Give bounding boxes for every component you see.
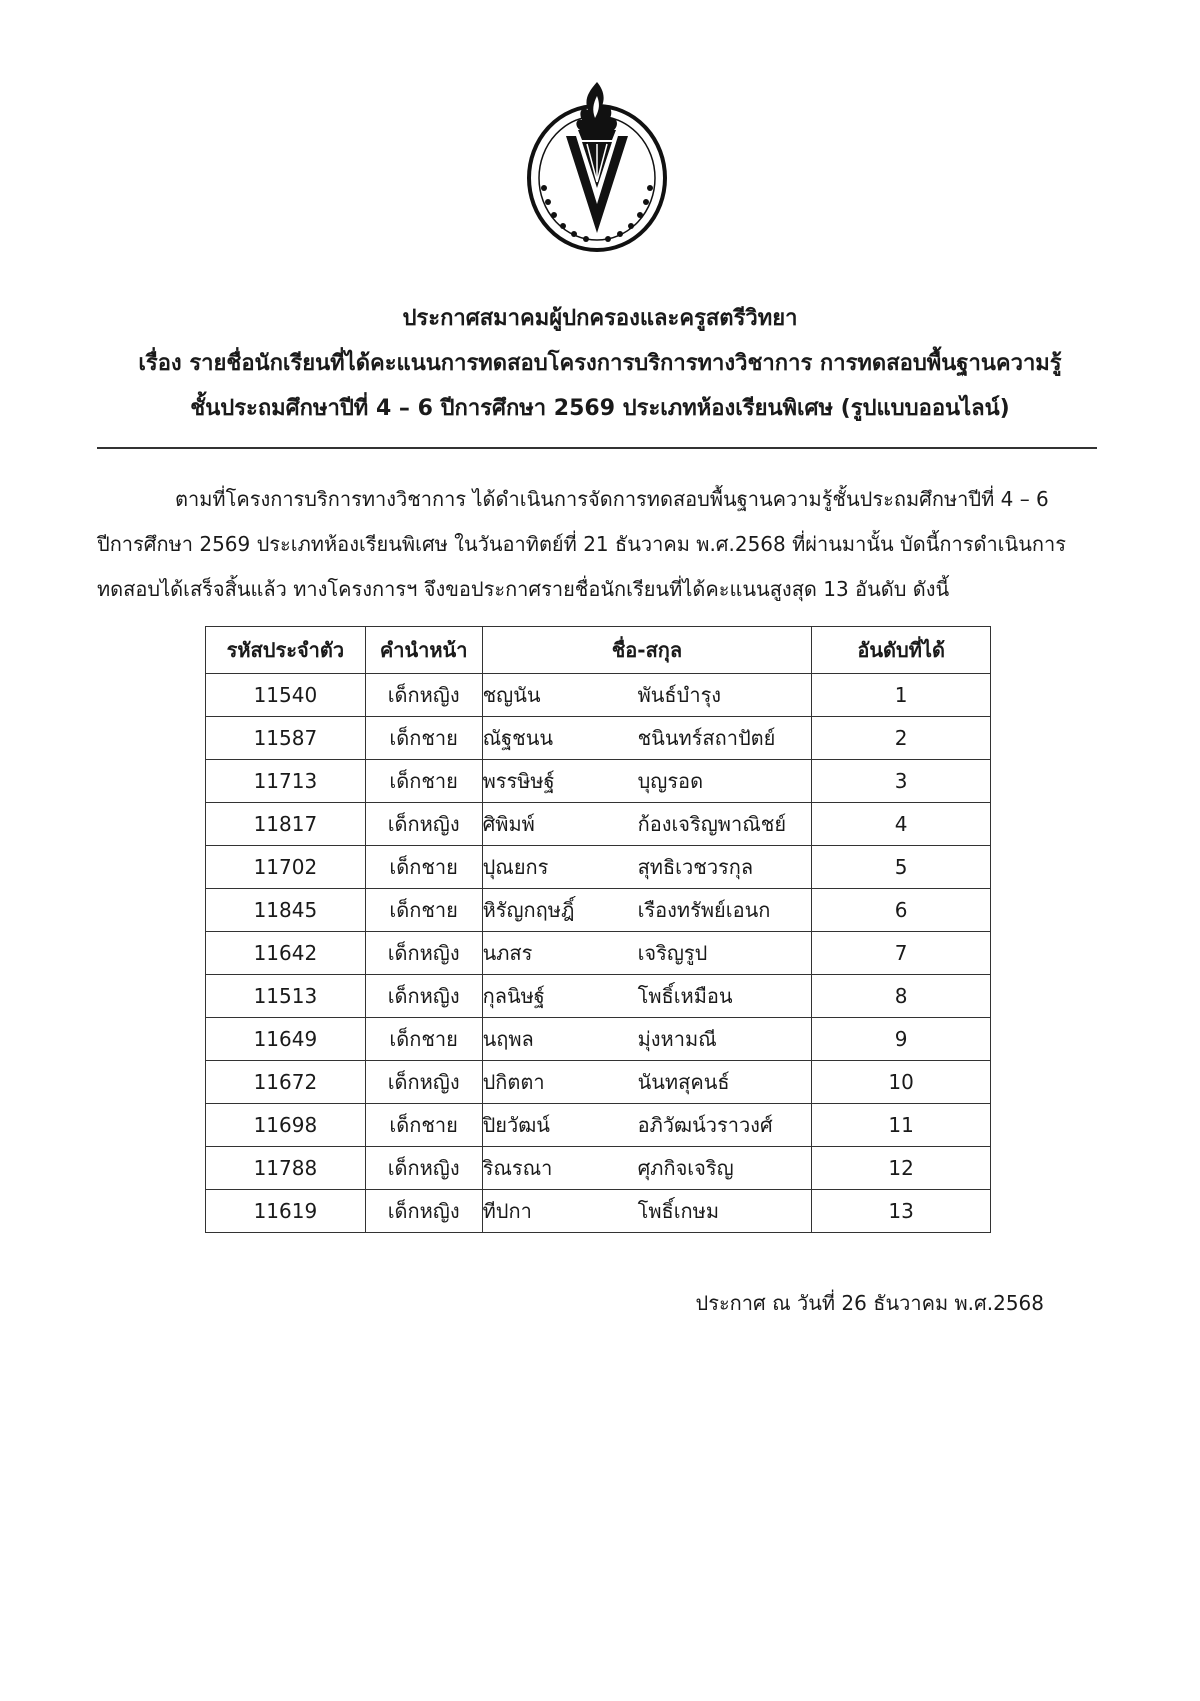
header-student-id: รหัสประจำตัว xyxy=(206,627,366,674)
cell-full-name xyxy=(482,932,812,975)
cell-student-id: 11698 xyxy=(206,1104,366,1147)
cell-student-id: 11845 xyxy=(206,889,366,932)
cell-first-name: ณัฐชนน xyxy=(482,726,554,750)
cell-first-name: ศิพิมพ์ xyxy=(482,812,535,836)
cell-student-id: 11702 xyxy=(206,846,366,889)
cell-first-name: นภสร xyxy=(482,941,533,965)
cell-student-id: 11642 xyxy=(206,932,366,975)
cell-full-name xyxy=(482,674,812,717)
announcement-subject-detail: ชั้นประถมศึกษาปีที่ 4 – 6 ปีการศึกษา 2569 ประเภทห้องเรียนพิเศษ (รูปแบบออนไลน์) xyxy=(190,396,1010,421)
cell-first-name: ชญนัน xyxy=(482,683,541,707)
table-header-row xyxy=(206,627,991,674)
cell-last-name: มุ่งหามณี xyxy=(637,1027,717,1051)
cell-rank: 12 xyxy=(812,1147,991,1190)
cell-first-name: ปุณยกร xyxy=(482,855,549,879)
association-seal xyxy=(522,78,672,253)
table-row xyxy=(206,1061,991,1104)
cell-full-name xyxy=(482,1147,812,1190)
cell-full-name xyxy=(482,1104,812,1147)
cell-rank: 11 xyxy=(812,1104,991,1147)
cell-rank: 1 xyxy=(812,674,991,717)
cell-last-name: อภิวัฒน์วราวงศ์ xyxy=(637,1113,773,1137)
cell-last-name: เจริญรูป xyxy=(637,941,708,965)
header-rank: อันดับที่ได้ xyxy=(812,627,991,674)
cell-full-name xyxy=(482,760,812,803)
body-line-3: ทดสอบได้เสร็จสิ้นแล้ว ทางโครงการฯ จึงขอประกาศรายชื่อนักเรียนที่ได้คะแนนสูงสุด 13 อันดับ ดังนี้ xyxy=(97,577,950,601)
results-table xyxy=(205,626,991,1233)
cell-first-name: หิรัญกฤษฎิ์ xyxy=(482,898,575,922)
cell-prefix: เด็กชาย xyxy=(365,760,482,803)
cell-last-name: โพธิ์เหมือน xyxy=(637,984,733,1008)
cell-rank: 9 xyxy=(812,1018,991,1061)
cell-student-id: 11513 xyxy=(206,975,366,1018)
table-row xyxy=(206,1018,991,1061)
cell-student-id: 11540 xyxy=(206,674,366,717)
announcement-title: ประกาศสมาคมผู้ปกครองและครูสตรีวิทยา xyxy=(402,306,798,331)
cell-rank: 8 xyxy=(812,975,991,1018)
cell-last-name: นันทสุคนธ์ xyxy=(637,1070,730,1094)
table-row xyxy=(206,975,991,1018)
cell-student-id: 11788 xyxy=(206,1147,366,1190)
cell-prefix: เด็กหญิง xyxy=(365,932,482,975)
table-row xyxy=(206,1104,991,1147)
cell-prefix: เด็กชาย xyxy=(365,1104,482,1147)
table-row xyxy=(206,760,991,803)
cell-student-id: 11817 xyxy=(206,803,366,846)
cell-student-id: 11672 xyxy=(206,1061,366,1104)
table-row xyxy=(206,846,991,889)
cell-prefix: เด็กหญิง xyxy=(365,674,482,717)
cell-last-name: สุทธิเวชวรกุล xyxy=(637,855,754,879)
table-row xyxy=(206,1190,991,1233)
cell-rank: 10 xyxy=(812,1061,991,1104)
table-row xyxy=(206,717,991,760)
cell-student-id: 11713 xyxy=(206,760,366,803)
cell-last-name: ก้องเจริญพาณิชย์ xyxy=(637,812,787,836)
cell-full-name xyxy=(482,717,812,760)
cell-first-name: ทีปกา xyxy=(482,1199,532,1223)
cell-full-name xyxy=(482,975,812,1018)
cell-last-name: โพธิ์เกษม xyxy=(637,1199,720,1223)
cell-prefix: เด็กหญิง xyxy=(365,1147,482,1190)
announcement-subject: เรื่อง รายชื่อนักเรียนที่ได้คะแนนการทดสอบโครงการบริการทางวิชาการ การทดสอบพื้นฐานความรู้ xyxy=(138,351,1062,376)
table-row xyxy=(206,889,991,932)
body-line-2: ปีการศึกษา 2569 ประเภทห้องเรียนพิเศษ ในวันอาทิตย์ที่ 21 ธันวาคม พ.ศ.2568 ที่ผ่านมานั้น บัดนี้การดำเนินการ xyxy=(97,532,1066,556)
cell-last-name: ศุภกิจเจริญ xyxy=(637,1156,734,1180)
cell-last-name: ชนินทร์สถาปัตย์ xyxy=(637,726,776,750)
cell-student-id: 11619 xyxy=(206,1190,366,1233)
header-full-name: ชื่อ-สกุล xyxy=(482,627,812,674)
cell-last-name: บุญรอด xyxy=(637,769,704,793)
cell-first-name: กุลนิษฐ์ xyxy=(482,984,545,1008)
cell-prefix: เด็กชาย xyxy=(365,1018,482,1061)
cell-rank: 13 xyxy=(812,1190,991,1233)
cell-last-name: พันธ์บำรุง xyxy=(637,683,722,707)
cell-prefix: เด็กชาย xyxy=(365,846,482,889)
cell-rank: 5 xyxy=(812,846,991,889)
cell-rank: 6 xyxy=(812,889,991,932)
cell-full-name xyxy=(482,803,812,846)
cell-first-name: นฤพล xyxy=(482,1027,534,1051)
cell-prefix: เด็กชาย xyxy=(365,889,482,932)
table-row xyxy=(206,803,991,846)
table-row xyxy=(206,932,991,975)
cell-prefix: เด็กหญิง xyxy=(365,803,482,846)
cell-first-name: ริณรณา xyxy=(482,1156,553,1180)
header-prefix: คำนำหน้า xyxy=(365,627,482,674)
table-row xyxy=(206,1147,991,1190)
cell-student-id: 11649 xyxy=(206,1018,366,1061)
announcement-date: ประกาศ ณ วันที่ 26 ธันวาคม พ.ศ.2568 xyxy=(695,1291,1044,1315)
cell-rank: 2 xyxy=(812,717,991,760)
cell-first-name: ปิยวัฒน์ xyxy=(482,1113,550,1137)
cell-rank: 7 xyxy=(812,932,991,975)
torch-seal-icon xyxy=(522,78,672,253)
cell-rank: 3 xyxy=(812,760,991,803)
cell-prefix: เด็กหญิง xyxy=(365,1061,482,1104)
cell-student-id: 11587 xyxy=(206,717,366,760)
table-row xyxy=(206,674,991,717)
cell-full-name xyxy=(482,1190,812,1233)
cell-full-name xyxy=(482,846,812,889)
cell-prefix: เด็กชาย xyxy=(365,717,482,760)
cell-rank: 4 xyxy=(812,803,991,846)
title-divider xyxy=(97,447,1097,449)
cell-first-name: พรรษิษฐ์ xyxy=(482,769,555,793)
body-line-1: ตามที่โครงการบริการทางวิชาการ ได้ดำเนินการจัดการทดสอบพื้นฐานความรู้ชั้นประถมศึกษาปีที่ 4 – 6 xyxy=(175,487,1049,511)
cell-full-name xyxy=(482,889,812,932)
cell-full-name xyxy=(482,1061,812,1104)
cell-first-name: ปกิตตา xyxy=(482,1070,545,1094)
cell-full-name xyxy=(482,1018,812,1061)
cell-prefix: เด็กหญิง xyxy=(365,1190,482,1233)
cell-last-name: เรืองทรัพย์เอนก xyxy=(637,898,771,922)
cell-prefix: เด็กหญิง xyxy=(365,975,482,1018)
